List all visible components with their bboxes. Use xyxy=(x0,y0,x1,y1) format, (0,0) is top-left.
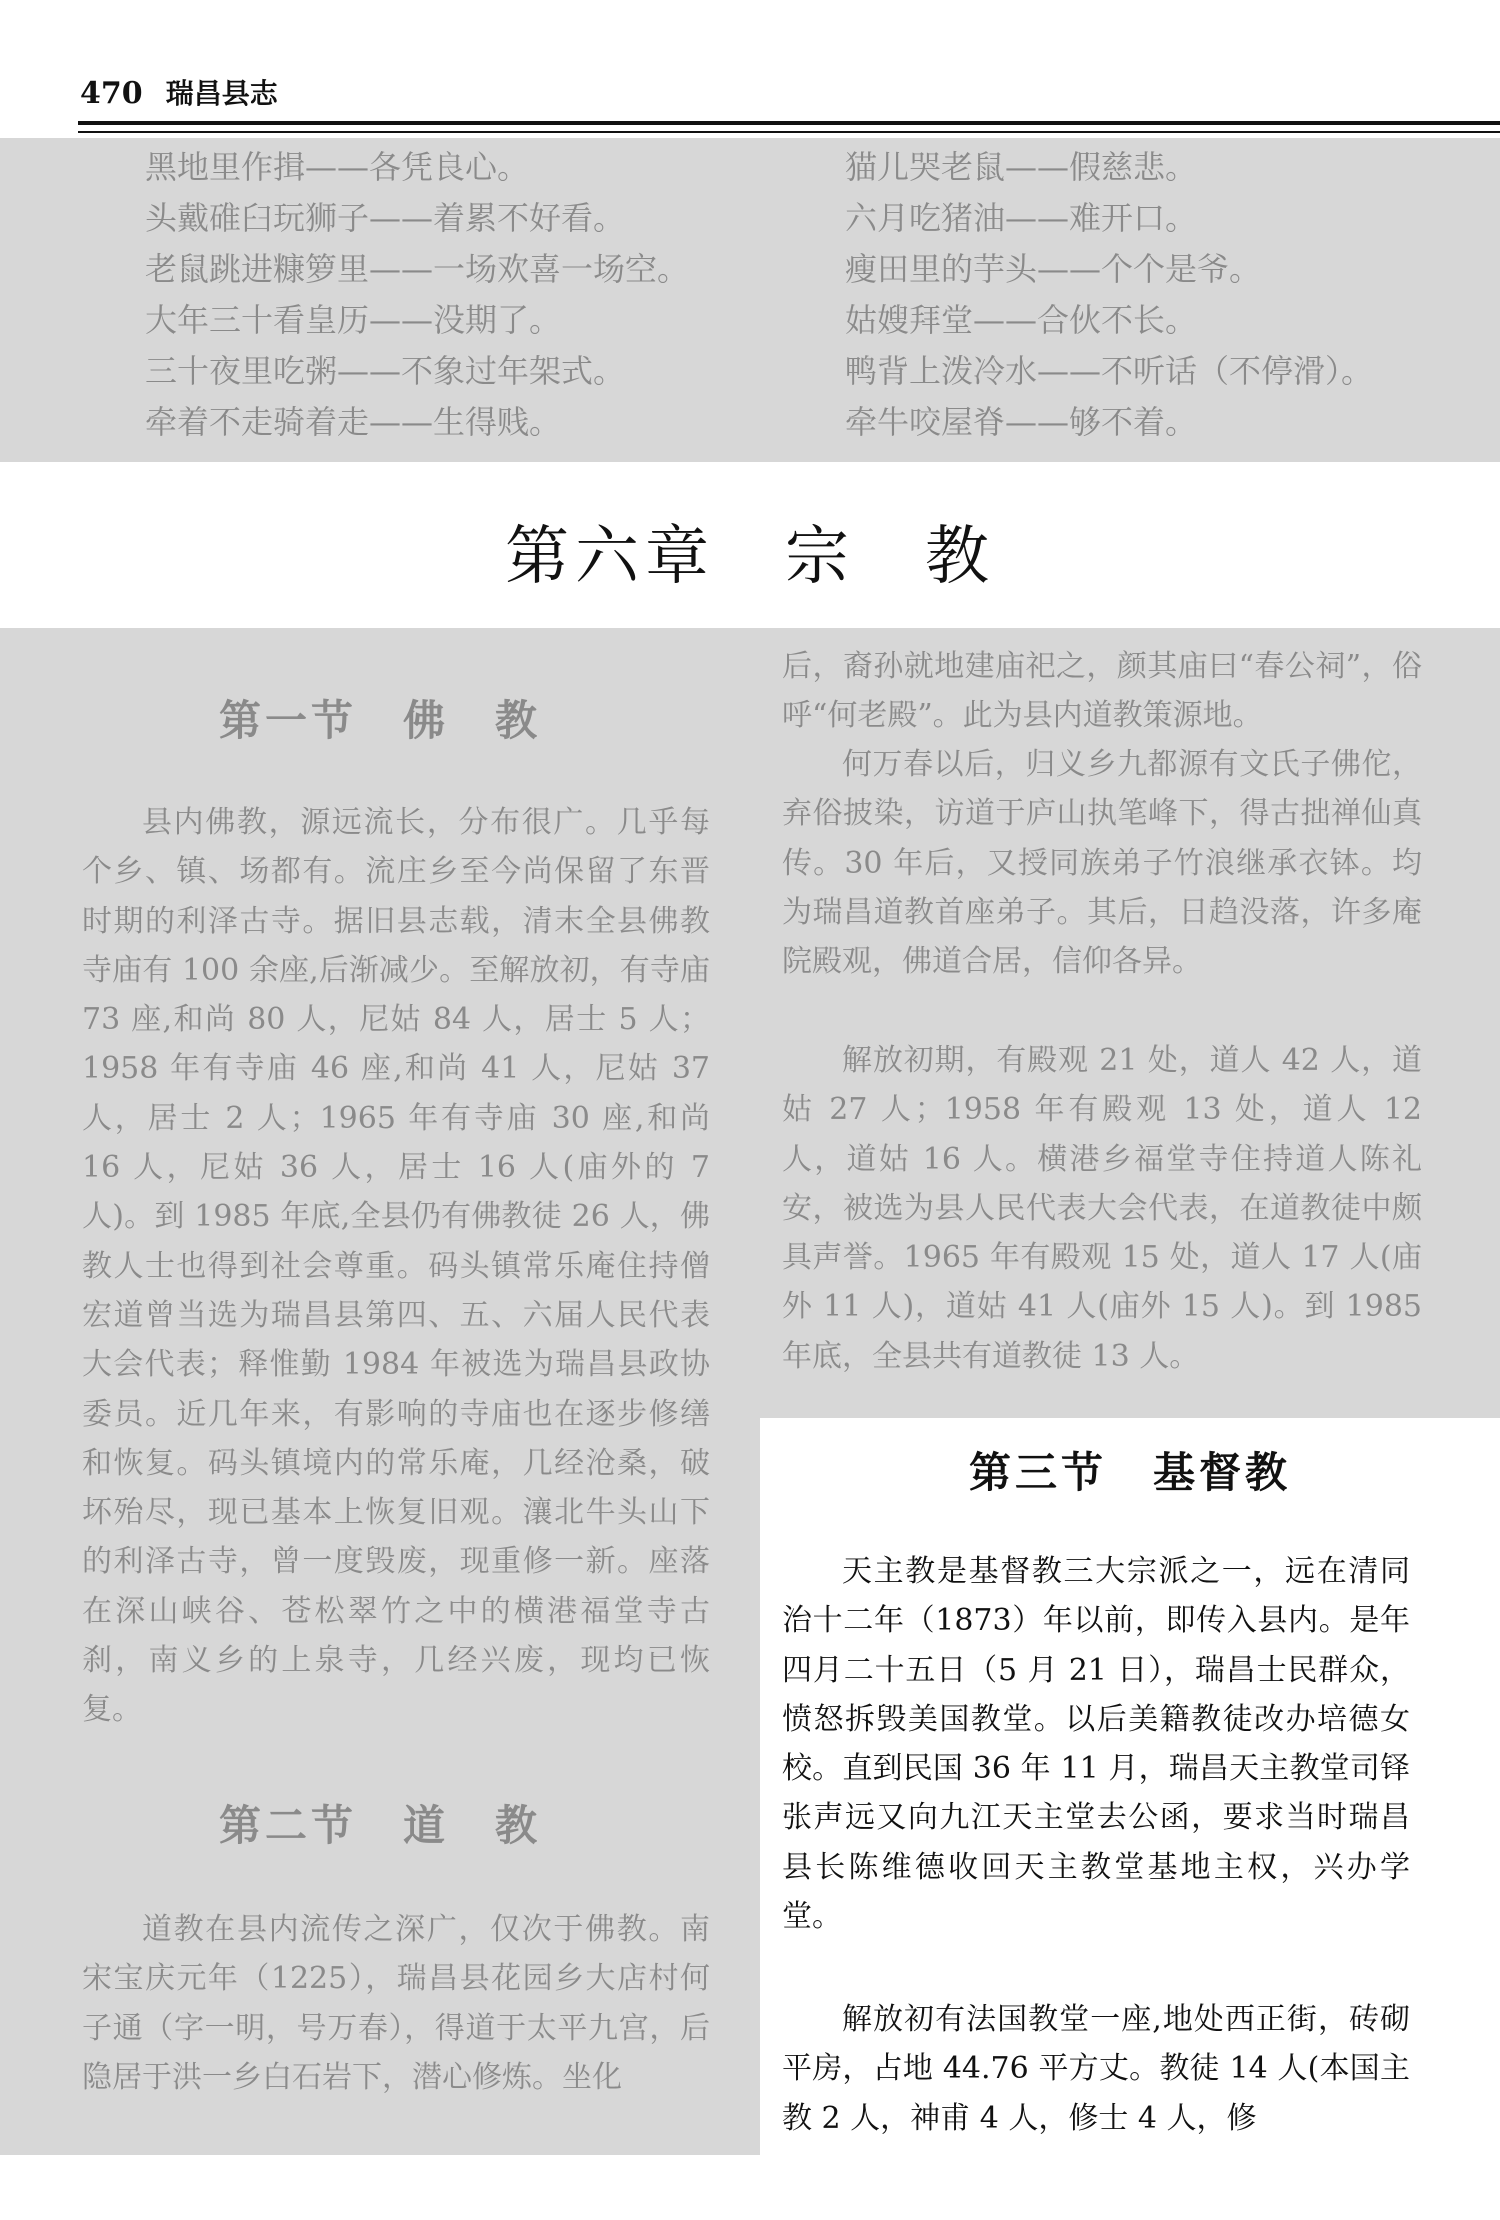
proverb-line: 三十夜里吃粥——不象过年架式。 xyxy=(145,352,626,390)
book-title: 瑞昌县志 xyxy=(165,77,278,110)
proverb-line: 六月吃猪油——难开口。 xyxy=(845,199,1198,237)
section-2-paragraph-start: 道教在县内流传之深广，仅次于佛教。南宋宝庆元年（1225），瑞昌县花园乡大店村何子通（字一明，号万春），得道于太平九宫，后隐居于洪一乡白石岩下，潜心修炼。坐化 xyxy=(82,1912,710,2095)
section-3-title: 第三节 基督教 xyxy=(968,1448,1291,1497)
proverb-line: 猫儿哭老鼠——假慈悲。 xyxy=(845,148,1198,186)
header-rule-thick xyxy=(78,121,1500,125)
chapter-title: 第六章 宗 教 xyxy=(505,520,995,594)
proverb-line: 大年三十看皇历——没期了。 xyxy=(145,301,562,339)
section-2-paragraph-2: 何万春以后，归义乡九都源有文氏子佛佗，弃俗披染，访道于庐山执笔峰下，得古拙禅仙真传。30 年后，又授同族弟子竹浪继承衣钵。均为瑞昌道教首座弟子。其后，日趋没落，许多庵院殿观，佛道合居，信仰各异。 xyxy=(782,747,1422,980)
page-number: 470 xyxy=(80,76,143,111)
section-1-paragraph: 县内佛教，源远流长，分布很广。几乎每个乡、镇、场都有。流庄乡至今尚保留了东晋时期的利泽古寺。据旧县志载，清末全县佛教寺庙有 100 余座,后渐减少。至解放初，有寺庙 73 座,和尚 80 人，尼姑 84 人，居士 5 人；1958 年有寺庙 46 座,和尚 41 人，尼姑 37 人，居士 2 人；1965 年有寺庙 30 座,和尚 16 人，尼姑 36 人，居士 16 人(庙外的 7 人)。到 1985 年底,全县仍有佛教徒 26 人，佛教人士也得到社会尊重。码头镇常乐庵住持僧宏道曾当选为瑞昌县第四、五、六届人民代表大会代表；释惟勤 1984 年被选为瑞昌县政协委员。近几年来，有影响的寺庙也在逐步修缮和恢复。码头镇境内的常乐庵，几经沧桑，破坏殆尽，现已基本上恢复旧观。瀼北牛头山下的利泽古寺，曾一度毁废，现重修一新。座落在深山峡谷、苍松翠竹之中的横港福堂寺古刹，南义乡的上泉寺，几经兴废，现均已恢复。 xyxy=(82,805,710,1728)
section-2-title: 第二节 道 教 xyxy=(218,1801,541,1850)
proverb-line: 姑嫂拜堂——合伙不长。 xyxy=(845,301,1198,339)
proverb-line: 鸭背上泼冷水——不听话（不停滑）。 xyxy=(845,352,1374,390)
section-3-paragraph-1: 天主教是基督教三大宗派之一，远在清同治十二年（1873）年以前，即传入县内。是年四月二十五日（5 月 21 日），瑞昌士民群众，愤怒拆毁美国教堂。以后美籍教徒改办培德女校。直到民国 36 年 11 月，瑞昌天主教堂司铎张声远又向九江天主堂去公函，要求当时瑞昌县长陈维德收回天主教堂基地主权，兴办学堂。 xyxy=(782,1554,1410,1935)
proverb-line: 牵着不走骑着走——生得贱。 xyxy=(145,403,562,441)
section-2-paragraph-3: 解放初期，有殿观 21 处，道人 42 人，道姑 27 人；1958 年有殿观 13 处，道人 12 人，道姑 16 人。横港乡福堂寺住持道人陈礼安，被选为县人民代表大会代表，在道教徒中颇具声誉。1965 年有殿观 15 处，道人 17 人(庙外 11 人)，道姑 41 人(庙外 15 人)。到 1985 年底，全县共有道教徒 13 人。 xyxy=(782,1043,1422,1374)
right-column-top xyxy=(760,628,1500,1418)
proverb-line: 黑地里作揖——各凭良心。 xyxy=(145,148,530,186)
proverbs-block xyxy=(0,138,1500,462)
proverbs-left-column xyxy=(145,142,689,448)
proverbs-right-column xyxy=(845,142,1373,448)
left-column xyxy=(0,628,760,2155)
section-2-paragraph-continued: 后，裔孙就地建庙祀之，颜其庙曰“春公祠”，俗呼“何老殿”。此为县内道教策源地。 xyxy=(782,649,1422,734)
proverb-line: 牵牛咬屋脊——够不着。 xyxy=(845,403,1198,441)
proverb-line: 头戴碓臼玩狮子——着累不好看。 xyxy=(145,199,626,237)
header-rule-thin xyxy=(78,131,1500,133)
page-header xyxy=(80,72,278,112)
section-3-paragraph-2: 解放初有法国教堂一座,地处西正街，砖砌平房，占地 44.76 平方丈。教徒 14 人(本国主教 2 人，神甫 4 人，修士 4 人，修 xyxy=(782,2002,1410,2136)
proverb-line: 瘦田里的芋头——个个是爷。 xyxy=(845,250,1262,288)
proverb-line: 老鼠跳进糠箩里——一场欢喜一场空。 xyxy=(145,250,690,288)
section-1-title: 第一节 佛 教 xyxy=(218,696,541,745)
